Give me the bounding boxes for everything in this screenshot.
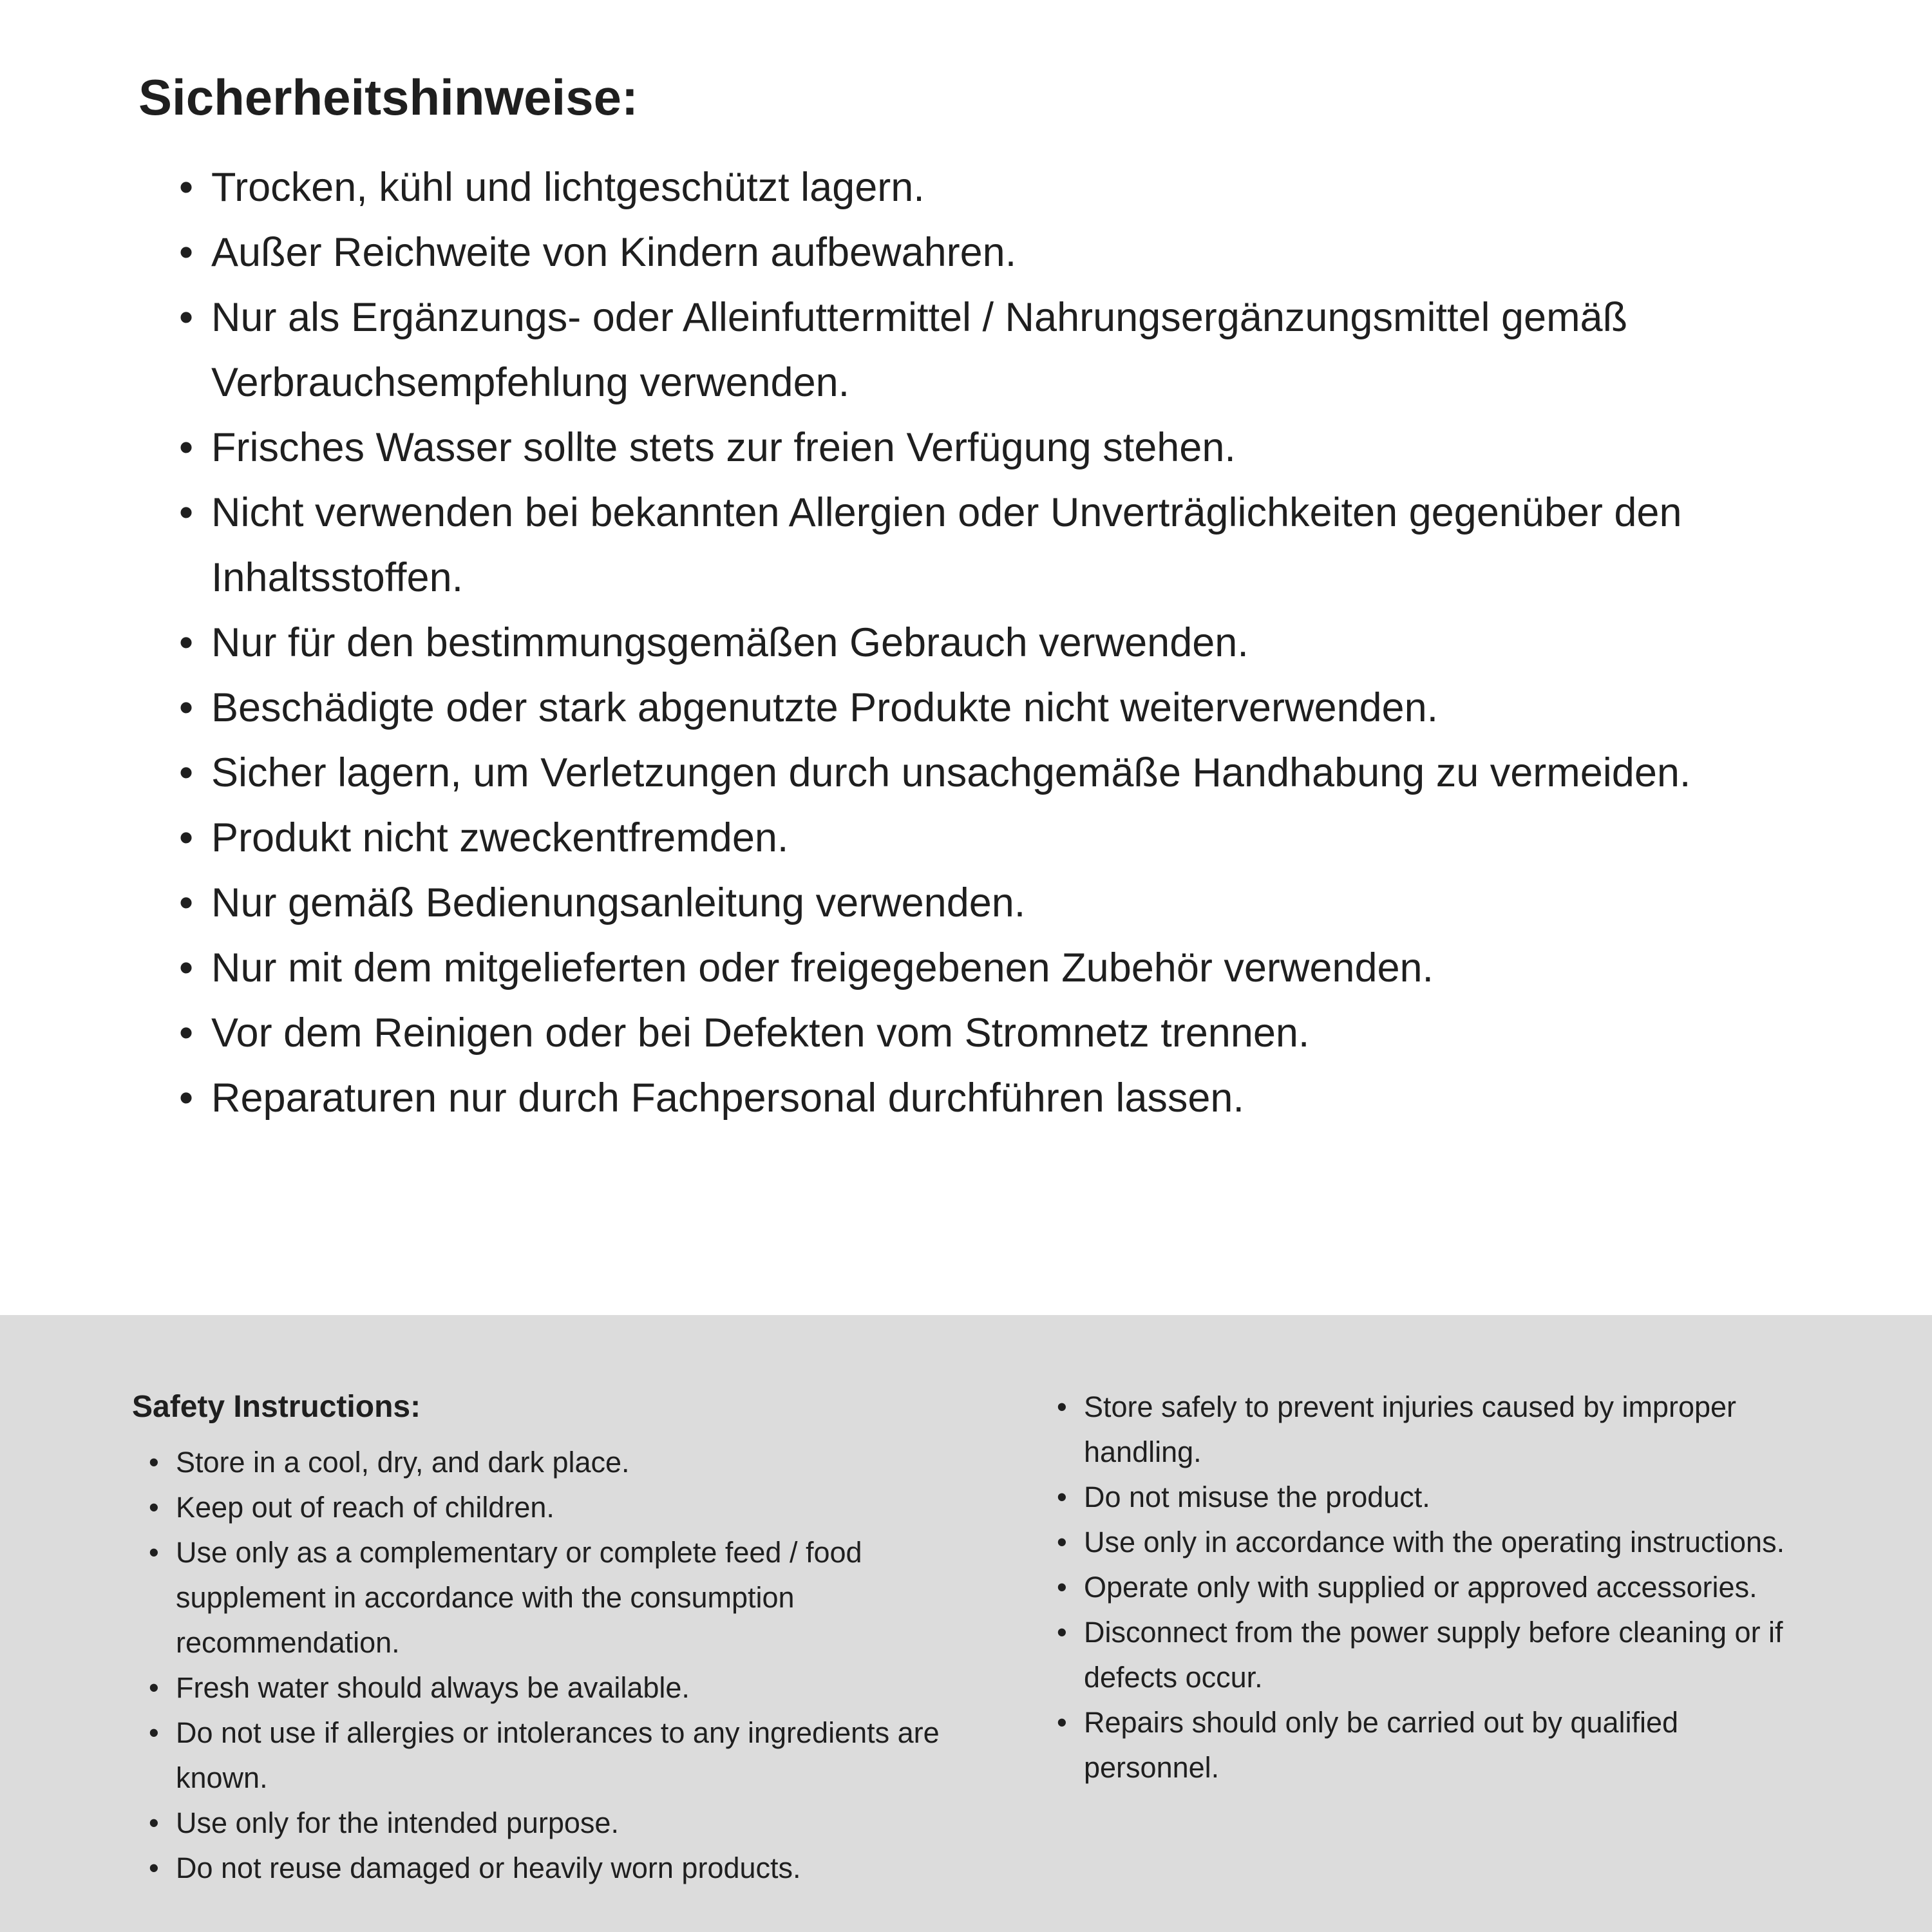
english-list-item-text: • Do not use if allergies or intolerances to any ingredients are known. [176,1716,940,1794]
english-list-item-text: • Repairs should only be carried out by qualified personnel. [1084,1706,1679,1784]
german-list-item-text: • Reparaturen nur durch Fachpersonal durchführen lassen. [211,1075,1244,1121]
english-list-item [149,1440,969,1485]
english-list-item-text: • Use only as a complementary or complete feed / food supplement in accordance with the consumption recommendation. [176,1536,862,1659]
english-right-column [1040,1385,1819,1932]
german-list-item-text: • Nicht verwenden bei bekannten Allergien oder Unverträglichkeiten gegenüber den Inhaltsstoffen. [211,489,1682,600]
english-list-item-text: • Keep out of reach of children. [176,1491,554,1524]
german-list-item [179,806,1818,871]
german-list-item-text: • Frisches Wasser sollte stets zur freien Verfügung stehen. [211,424,1236,470]
german-list-item [179,1066,1818,1131]
german-list-item [179,415,1818,480]
german-list-item [179,611,1818,676]
german-list-item [179,676,1818,741]
german-list-item [179,480,1818,611]
english-section-title: Safety Instructions: [132,1390,421,1424]
german-list-item-text: • Nur für den bestimmungsgemäßen Gebrauch verwenden. [211,620,1249,665]
english-list-item [149,1801,969,1846]
english-list-item [149,1665,969,1710]
german-list-item [179,871,1818,936]
german-instruction-list [179,155,1818,1131]
english-list-item [149,1710,969,1801]
german-list-item [179,285,1818,415]
english-list-item-text: • Use only in accordance with the operating instructions. [1084,1526,1785,1558]
german-list-item-text: • Trocken, kühl und lichtgeschützt lagern. [211,164,925,210]
english-list-item-text: • Store safely to prevent injuries caused by improper handling. [1084,1390,1737,1468]
german-list-item-text: • Nur als Ergänzungs- oder Alleinfuttermittel / Nahrungsergänzungsmittel gemäß Verbrauchsempfehlung verwenden. [211,294,1628,405]
english-list-item-text: • Fresh water should always be available. [176,1671,690,1704]
english-list-item-text: • Do not reuse damaged or heavily worn products. [176,1852,801,1884]
english-list-item [149,1485,969,1530]
german-list-item-text: • Beschädigte oder stark abgenutzte Produkte nicht weiterverwenden. [211,685,1439,730]
german-list-item [179,1001,1818,1066]
german-list-item [179,936,1818,1001]
english-list-item [149,1530,969,1665]
english-list-item [1057,1565,1819,1610]
german-list-item-text: • Produkt nicht zweckentfremden. [211,815,789,860]
german-list-item-text: • Nur mit dem mitgelieferten oder freigegebenen Zubehör verwenden. [211,945,1434,990]
german-list-item [179,155,1818,220]
english-list-item [149,1846,969,1891]
english-list-item [1057,1610,1819,1700]
german-list-item-text: • Sicher lagern, um Verletzungen durch unsachgemäße Handhabung zu vermeiden. [211,750,1691,795]
english-list-item-text: • Disconnect from the power supply before cleaning or if defects occur. [1084,1616,1783,1694]
english-left-column [132,1385,969,1932]
german-list-item [179,220,1818,285]
english-section [0,1315,1932,1932]
english-list-item [1057,1385,1819,1475]
english-list-item-text: • Do not misuse the product. [1084,1481,1430,1513]
english-list-item-text: • Store in a cool, dry, and dark place. [176,1446,630,1479]
german-list-item-text: • Vor dem Reinigen oder bei Defekten vom Stromnetz trennen. [211,1010,1310,1056]
english-list-item [1057,1475,1819,1520]
english-instruction-list-left [132,1440,969,1891]
english-instruction-list-right [1040,1385,1819,1790]
english-list-item [1057,1520,1819,1565]
english-list-item-text: • Use only for the intended purpose. [176,1806,619,1839]
german-list-item [179,741,1818,806]
german-list-item-text: • Nur gemäß Bedienungsanleitung verwenden. [211,880,1026,925]
english-list-item [1057,1700,1819,1790]
german-section-title: Sicherheitshinweise: [138,69,638,126]
german-list-item-text: • Außer Reichweite von Kindern aufbewahren. [211,229,1017,275]
english-list-item-text: • Operate only with supplied or approved accessories. [1084,1571,1757,1604]
